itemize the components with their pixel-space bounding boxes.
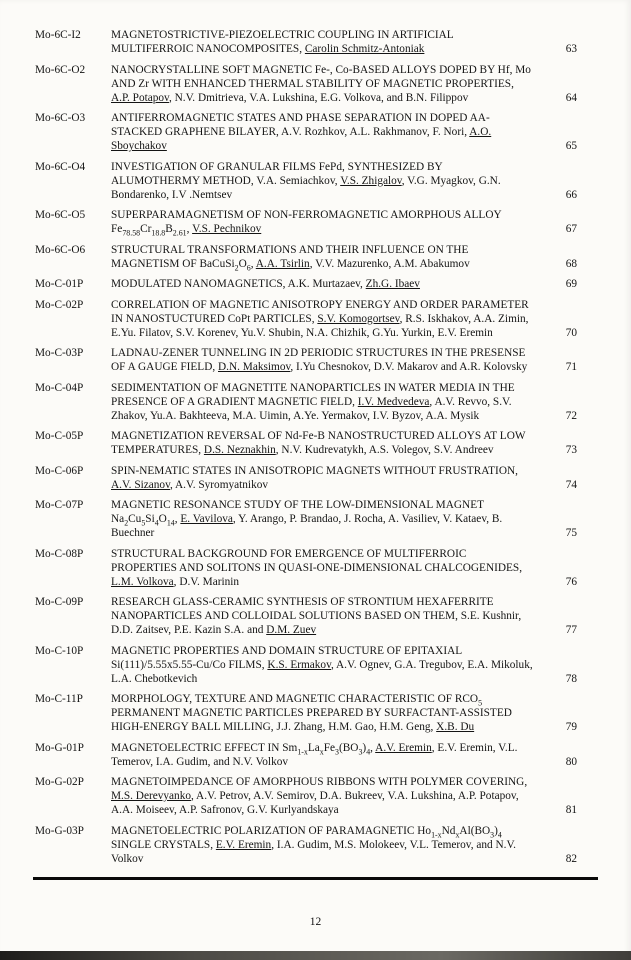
entry-page-number: 70 — [565, 326, 577, 339]
toc-entry — [35, 644, 577, 686]
entry-page-number: 63 — [565, 43, 577, 55]
toc-entry — [35, 775, 577, 817]
entry-page-number: 72 — [565, 409, 577, 422]
entry-title-authors: MAGNETIC PROPERTIES AND DOMAIN STRUCTURE OF EPITAXIAL Si(111)/5.55x5.55-Cu/Co FILMS, K.S. Ermakov, A.V. Ognev, G.A. Tregubov, E.A. Mikoluk, L.A. Chebotkevich — [111, 644, 533, 685]
entry-code: Mo-6C-O6 — [35, 243, 86, 256]
entry-title-authors: MAGNETOIMPEDANCE OF AMORPHOUS RIBBONS WITH POLYMER COVERING, M.S. Derevyanko, A.V. Petrov, A.V. Semirov, D.A. Bukreev, V.A. Lukshina, A.P. Potapov, A.A. Moiseev, A.P. Safronov, G.V. Kurlyandskaya — [111, 776, 528, 816]
entry-code: Mo-G-02P — [35, 776, 84, 788]
entry-title-authors: SPIN-NEMATIC STATES IN ANISOTROPIC MAGNETS WITHOUT FRUSTRATION, A.V. Sizanov, A.V. Syromyatnikov — [111, 464, 518, 491]
toc-entry — [35, 381, 577, 423]
toc-entry — [35, 346, 577, 374]
entry-title-authors: MAGNETOELECTRIC EFFECT IN $Sm_{1-x}La_xFe_3(BO_3)_4$, A.V. Eremin, E.V. Eremin, V.L. Temerov, I.A. Gudim, and N.V. Volkov — [111, 741, 518, 768]
entry-page-number: 77 — [565, 624, 577, 636]
entry-code: Mo-6C-O4 — [35, 160, 86, 173]
scan-edge-artifact — [0, 951, 631, 960]
entry-page-number: 65 — [565, 140, 577, 152]
toc-list — [35, 28, 577, 872]
entry-page-number: 79 — [565, 721, 577, 733]
entry-code: Mo-6C-O5 — [35, 209, 86, 221]
entry-title-authors: STRUCTURAL TRANSFORMATIONS AND THEIR INFLUENCE ON THE MAGNETISM OF $BaCuSi_2O_6$, A.A. Tsirlin, V.V. Mazurenko, A.M. Abakumov — [111, 243, 470, 272]
entry-title-authors: MAGNETOSTRICTIVE-PIEZOELECTRIC COUPLING IN ARTIFICIAL MULTIFERROIC NANOCOMPOSITES, Carolin Schmitz-Antoniak — [111, 29, 454, 55]
entry-title-authors: MAGNETIZATION REVERSAL OF Nd-Fe-B NANOSTRUCTURED ALLOYS AT LOW TEMPERATURES, D.S. Neznakhin, N.V. Kudrevatykh, A.S. Volegov, S.V. Andreev — [111, 430, 526, 456]
entry-page-number: 74 — [565, 478, 577, 491]
toc-entry — [35, 277, 577, 291]
entry-page-number: 71 — [565, 361, 577, 373]
toc-entry — [35, 63, 577, 105]
entry-page-number: 82 — [565, 852, 577, 865]
entry-title-authors: NANOCRYSTALLINE SOFT MAGNETIC Fe-, Co-BASED ALLOYS DOPED BY Hf, Mo AND Zr WITH ENHANCED THERMAL STABILITY OF MAGNETIC PROPERTIES, A.P. Potapov, N.V. Dmitrieva, V.A. Lukshina, E.G. Volkova, and B.N. Filippov — [111, 63, 531, 104]
entry-page-number: 66 — [565, 188, 577, 201]
toc-entry — [35, 208, 577, 236]
entry-page-number: 73 — [565, 444, 577, 456]
entry-code: Mo-C-05P — [35, 430, 84, 442]
entry-code: Mo-6C-I2 — [35, 29, 81, 41]
entry-code: Mo-C-10P — [35, 644, 84, 657]
entry-code: Mo-6C-O3 — [35, 112, 86, 124]
entry-title-authors: MAGNETIC RESONANCE STUDY OF THE LOW-DIMENSIONAL MAGNET $Na_2Cu_5Si_4O_{14}$, E. Vavilova, Y. Arango, P. Brandao, J. Rocha, A. Vasiliev, V. Kataev, B. Buechner — [111, 499, 503, 539]
toc-entry — [35, 692, 577, 734]
entry-page-number: 67 — [565, 223, 577, 235]
toc-entry — [35, 28, 577, 56]
toc-entry — [35, 429, 577, 457]
toc-entry — [35, 498, 577, 540]
entry-title-authors: INVESTIGATION OF GRANULAR FILMS FePd, SYNTHESIZED BY ALUMOTHERMY METHOD, V.A. Semiachkov, V.S. Zhigalov, V.G. Myagkov, G.N. Bondarenko, I.V .Nemtsev — [111, 160, 501, 201]
toc-entry — [35, 595, 577, 637]
entry-title-authors: SEDIMENTATION OF MAGNETITE NANOPARTICLES IN WATER MEDIA IN THE PRESENCE OF A GRADIENT MAGNETIC FIELD, I.V. Medvedeva, A.V. Revvo, S.V. Zhakov, Yu.A. Bakhteeva, M.A. Uimin, A.Ye. Yermakov, I.V. Byzov, A.A. Mysik — [111, 381, 515, 422]
entry-page-number: 64 — [565, 91, 577, 104]
entry-page-number: 68 — [565, 257, 577, 270]
entry-code: Mo-6C-O2 — [35, 63, 86, 76]
toc-entry — [35, 547, 577, 589]
entry-code: Mo-C-11P — [35, 693, 83, 705]
entry-code: Mo-C-08P — [35, 547, 84, 560]
toc-entry — [35, 741, 577, 769]
footer-divider-rule — [33, 877, 598, 880]
toc-entry — [35, 298, 577, 340]
entry-page-number: 76 — [565, 575, 577, 588]
entry-title-authors: ANTIFERROMAGNETIC STATES AND PHASE SEPARATION IN DOPED AA-STACKED GRAPHENE BILAYER, A.V. Rozhkov, A.L. Rakhmanov, F. Nori, A.O. Sboychakov — [111, 112, 492, 152]
toc-entry — [35, 824, 577, 866]
entry-title-authors: STRUCTURAL BACKGROUND FOR EMERGENCE OF MULTIFERROIC PROPERTIES AND SOLITONS IN QUASI-ONE-DIMENSIONAL CHALCOGENIDES, L.M. Volkova, D.V. Marinin — [111, 547, 523, 588]
entry-page-number: 78 — [565, 672, 577, 685]
entry-title-authors: MAGNETOELECTRIC POLARIZATION OF PARAMAGNETIC $Ho_{1-x}Nd_xAl(BO_3)_4$ SINGLE CRYSTALS, E.V. Eremin, I.A. Gudim, M.S. Molokeev, V.L. Temerov, and N.V. Volkov — [111, 824, 517, 865]
entry-code: Mo-C-04P — [35, 381, 84, 394]
entry-title-authors: LADNAU-ZENER TUNNELING IN 2D PERIODIC STRUCTURES IN THE PRESENSE OF A GAUGE FIELD, D.N. Maksimov, I.Yu Chesnokov, D.V. Makarov and A.R. Kolovsky — [111, 347, 528, 373]
entry-code: Mo-C-02P — [35, 298, 84, 311]
footer-page-number: 12 — [309, 916, 322, 928]
entry-title-authors: MODULATED NANOMAGNETICS, A.K. Murtazaev, Zh.G. Ibaev — [111, 278, 420, 290]
toc-entry — [35, 243, 577, 271]
entry-code: Mo-C-03P — [35, 347, 84, 359]
toc-entry — [35, 464, 577, 492]
entry-code: Mo-G-01P — [35, 741, 84, 754]
entry-title-authors: RESEARCH GLASS-CERAMIC SYNTHESIS OF STRONTIUM HEXAFERRITE NANOPARTICLES AND COLLOIDAL SOLUTIONS BASED ON THEM, S.E. Kushnir, D.D. Zaitsev, P.E. Kazin S.A. and D.M. Zuev — [111, 596, 522, 636]
entry-code: Mo-G-03P — [35, 824, 84, 837]
entry-page-number: 80 — [565, 755, 577, 768]
entry-page-number: 81 — [565, 804, 577, 816]
entry-code: Mo-C-01P — [35, 278, 84, 290]
toc-entry — [35, 111, 577, 153]
entry-page-number: 75 — [565, 527, 577, 539]
entry-title-authors: SUPERPARAMAGNETISM OF NON-FERROMAGNETIC AMORPHOUS ALLOY $Fe_{78.58}Cr_{18.8}B_{2.61}$, V.S. Pechnikov — [111, 209, 502, 238]
entry-title-authors: MORPHOLOGY, TEXTURE AND MAGNETIC CHARACTERISTIC OF $RCO_5$ PERMANENT MAGNETIC PARTICLES PREPARED BY SURFACTANT-ASSISTED HIGH-ENERGY BALL MILLING, J.J. Zhang, H.M. Gao, H.M. Geng, X.B. Du — [111, 693, 512, 733]
toc-entry — [35, 160, 577, 202]
entry-code: Mo-C-06P — [35, 464, 84, 477]
entry-title-authors: CORRELATION OF MAGNETIC ANISOTROPY ENERGY AND ORDER PARAMETER IN NANOSTUCTURED CoPt PARTICLES, S.V. Komogortsev, R.S. Iskhakov, A.A. Zimin, E.Yu. Filatov, S.V. Korenev, Yu.V. Shubin, N.A. Chizhik, G.Yu. Yurkin, E.V. Eremin — [111, 298, 529, 339]
entry-code: Mo-C-09P — [35, 596, 84, 608]
entry-code: Mo-C-07P — [35, 499, 84, 511]
entry-page-number: 69 — [565, 278, 577, 290]
